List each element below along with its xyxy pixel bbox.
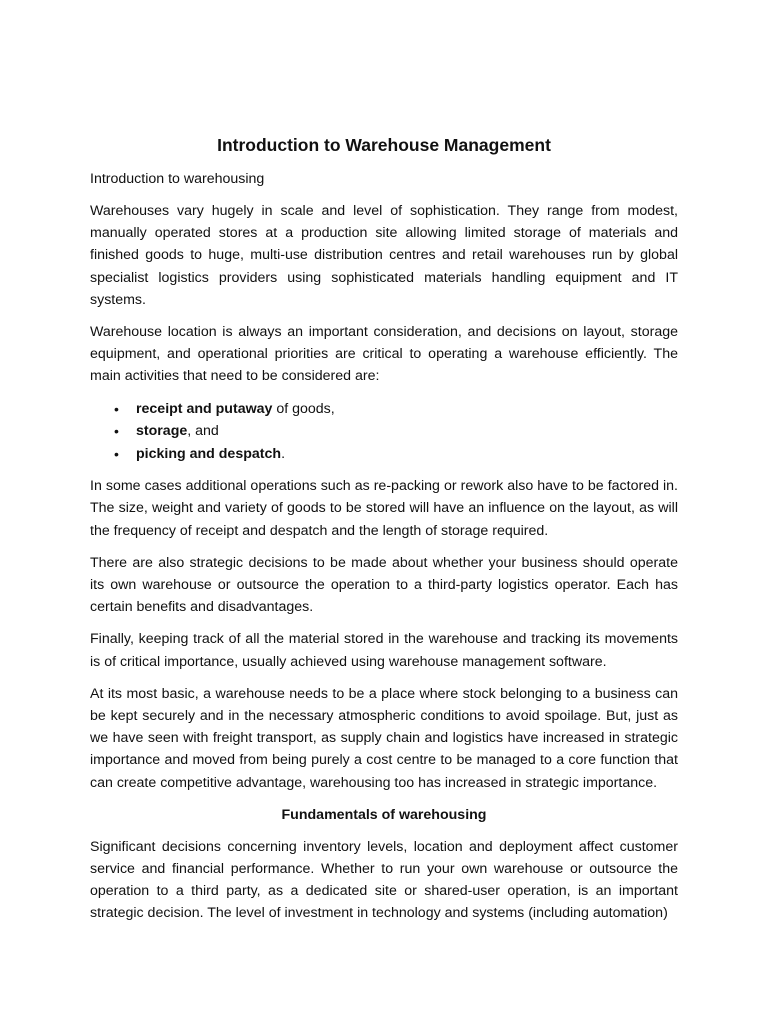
activities-list xyxy=(90,398,678,466)
list-item xyxy=(114,420,678,443)
list-item xyxy=(114,398,678,421)
activity-rest: . xyxy=(281,445,286,462)
paragraph-additional-operations: In some cases additional operations such as re-packing or rework also have to be factored in. The size, weight and variety of goods to be stored will have an influence on the layout, as will the frequency of receipt and despatch and the length of storage required. xyxy=(90,478,678,539)
bullet-icon: • xyxy=(114,423,119,440)
list-item xyxy=(114,443,678,466)
activity-bold: storage xyxy=(136,423,188,440)
bullet-icon: • xyxy=(114,400,119,417)
activity-bold: receipt and putaway xyxy=(136,400,273,417)
activity-rest: of goods, xyxy=(272,400,335,417)
intro-subheading: Introduction to warehousing xyxy=(90,171,265,187)
activity-bold: picking and despatch xyxy=(136,445,282,462)
section-heading-fundamentals: Fundamentals of warehousing xyxy=(281,806,487,823)
document-page xyxy=(90,132,678,935)
paragraph-scale: Warehouses vary hugely in scale and level of sophistication. They range from modest, manually operated stores at a production site allowing limited storage of materials and finished goods to huge, multi-use distribution centres and retail warehouses run by global specialist logistics providers using sophisticated materials handling equipment and IT systems. xyxy=(90,203,678,308)
bullet-icon: • xyxy=(114,445,119,462)
paragraph-significant-decisions: Significant decisions concerning inventory levels, location and deployment affect customer service and financial performance. Whether to run your own warehouse or outsource the operation to a third party, as a dedicated site or shared-user operation, is an important strategic decision. The level of investment in technology and systems (including automation) xyxy=(90,838,678,922)
paragraph-tracking: Finally, keeping track of all the material stored in the warehouse and tracking its movements is of critical importance, usually achieved using warehouse management software. xyxy=(90,631,678,670)
document-title: Introduction to Warehouse Management xyxy=(217,135,551,155)
paragraph-location: Warehouse location is always an important consideration, and decisions on layout, storage equipment, and operational priorities are critical to operating a warehouse efficiently. The main activities that need to be considered are: xyxy=(90,324,678,385)
activity-rest: , and xyxy=(187,423,219,440)
paragraph-strategic-decisions: There are also strategic decisions to be made about whether your business should operate its own warehouse or outsource the operation to a third-party logistics operator. Each has certain benefits and disadvantages. xyxy=(90,554,678,616)
paragraph-basic-warehouse: At its most basic, a warehouse needs to be a place where stock belonging to a business can be kept securely and in the necessary atmospheric conditions to avoid spoilage. But, just as we have seen with freight transport, as supply chain and logistics have increased in strategic importance and moved from being purely a cost centre to be managed to a core function that can create competitive advantage, warehousing too has increased in strategic importance. xyxy=(90,685,678,791)
